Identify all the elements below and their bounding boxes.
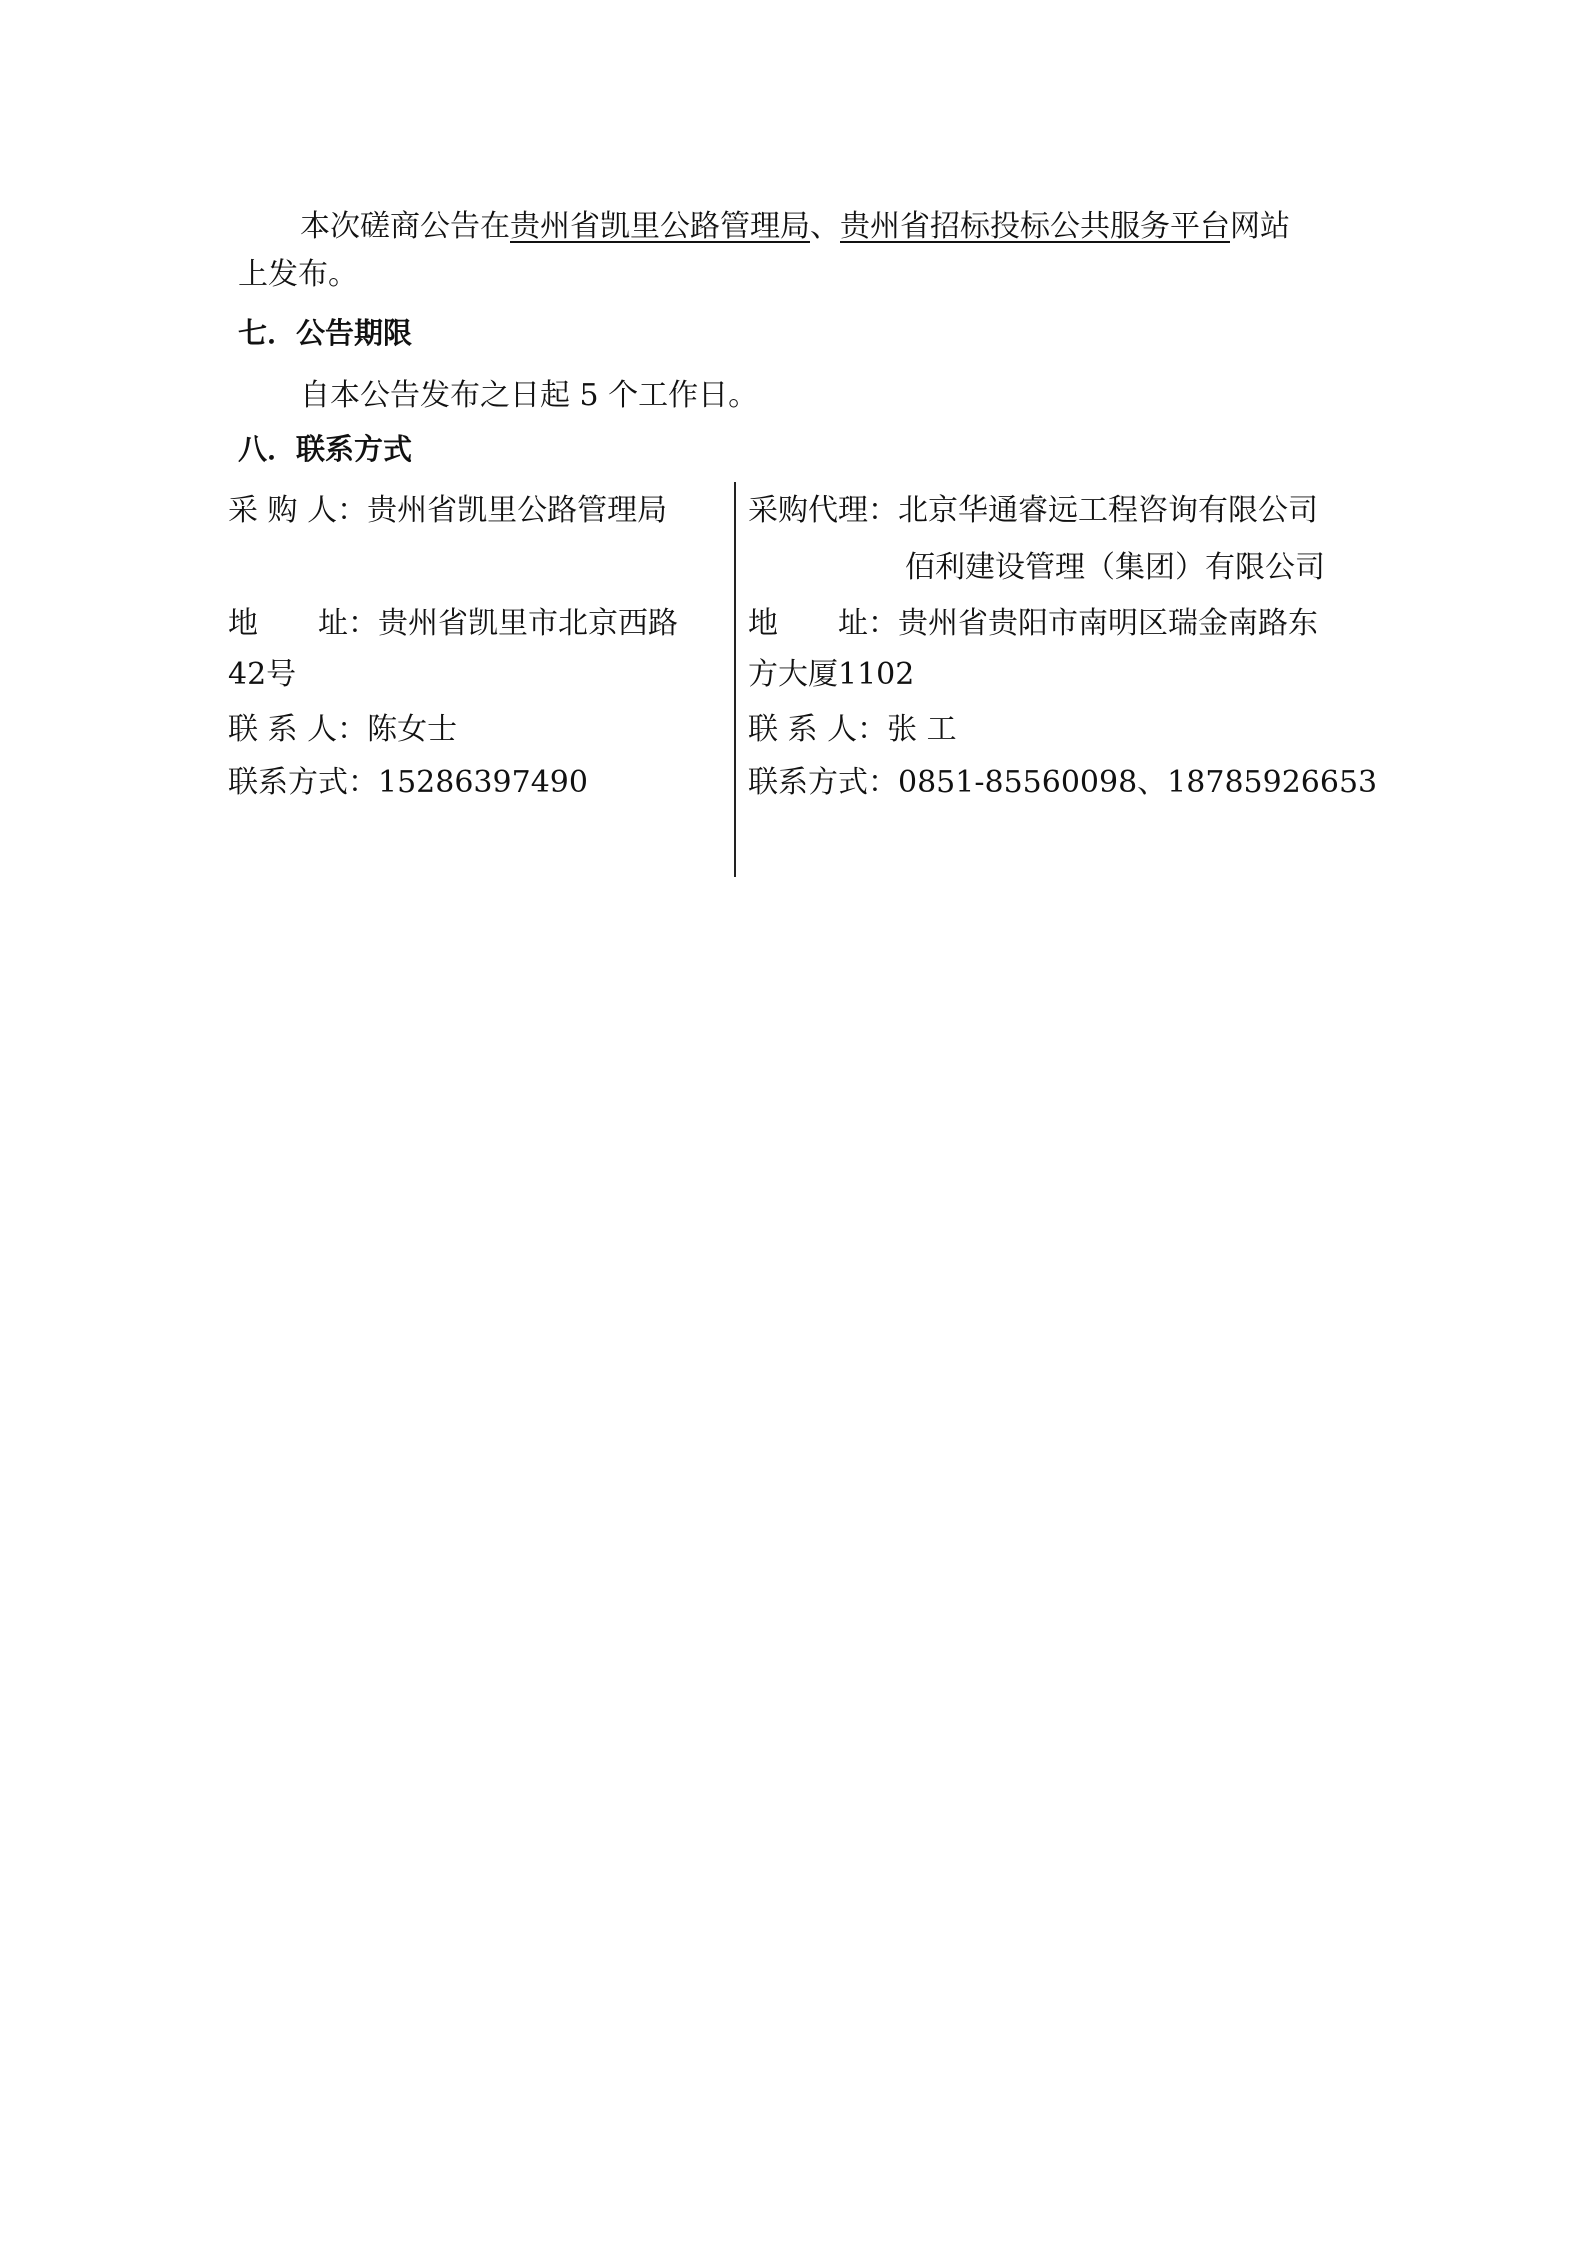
agent-value-line2: 佰利建设管理（集团）有限公司 bbox=[905, 550, 1325, 585]
left-address-row bbox=[228, 601, 678, 647]
left-address-label: 地 址： bbox=[228, 606, 378, 641]
right-phone-row bbox=[748, 760, 1377, 806]
publish-separator: 、 bbox=[810, 209, 840, 244]
purchaser-value: 贵州省凯里公路管理局 bbox=[367, 493, 668, 528]
right-contact-value: 张 工 bbox=[887, 712, 957, 747]
right-address-label: 地 址： bbox=[748, 606, 898, 641]
publish-site-kaili: 贵州省凯里公路管理局 bbox=[510, 209, 810, 244]
left-address-value-line1: 贵州省凯里市北京西路 bbox=[378, 606, 678, 641]
agent-label: 采购代理： bbox=[748, 493, 898, 528]
agent-row bbox=[748, 488, 1318, 534]
right-contact-row bbox=[748, 707, 957, 753]
publish-prefix: 本次磋商公告在 bbox=[300, 209, 510, 244]
right-phone-label: 联系方式： bbox=[748, 765, 898, 800]
left-phone-row bbox=[228, 760, 588, 806]
purchaser-row bbox=[228, 488, 667, 534]
left-address-value-line2: 42号 bbox=[228, 657, 297, 692]
left-contact-value: 陈女士 bbox=[367, 712, 458, 747]
left-phone-value: 15286397490 bbox=[378, 765, 588, 800]
section8-heading: 八．联系方式 bbox=[238, 432, 413, 466]
purchaser-label: 采 购 人： bbox=[228, 493, 368, 528]
right-contact-label: 联 系 人： bbox=[748, 712, 888, 747]
right-phone-value: 0851-85560098、18785926653 bbox=[898, 765, 1378, 800]
publish-notice-line2: 上发布。 bbox=[238, 257, 358, 292]
publish-suffix: 网站 bbox=[1230, 209, 1290, 244]
section7-text: 自本公告发布之日起 5 个工作日。 bbox=[300, 378, 759, 413]
publish-site-platform: 贵州省招标投标公共服务平台 bbox=[840, 209, 1230, 244]
right-address-row bbox=[748, 601, 1318, 647]
agent-value-line1: 北京华通睿远工程咨询有限公司 bbox=[898, 493, 1318, 528]
left-contact-row bbox=[228, 707, 457, 753]
publish-notice-line1 bbox=[300, 204, 1290, 250]
section7-heading: 七．公告期限 bbox=[238, 316, 413, 350]
column-divider bbox=[734, 482, 736, 877]
right-address-value-line2: 方大厦1102 bbox=[748, 657, 915, 692]
left-phone-label: 联系方式： bbox=[228, 765, 378, 800]
left-contact-label: 联 系 人： bbox=[228, 712, 368, 747]
right-address-value-line1: 贵州省贵阳市南明区瑞金南路东 bbox=[898, 606, 1318, 641]
